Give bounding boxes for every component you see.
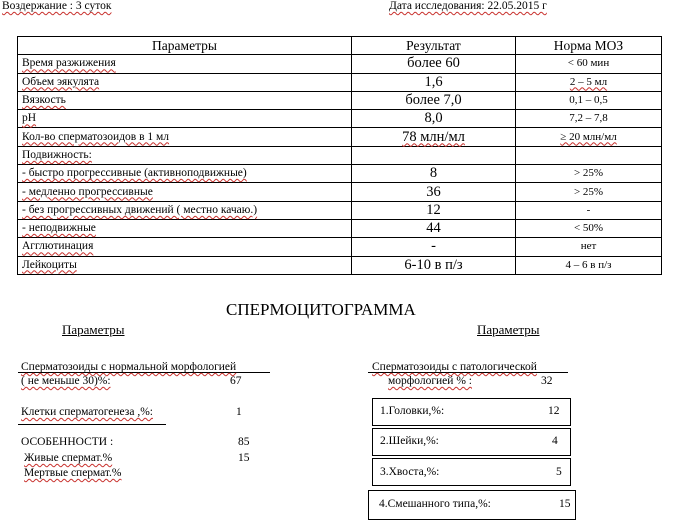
dead-sperm-label: Мертвые спермат.% <box>24 467 122 479</box>
row-norm: 4 – 6 в п/з <box>516 256 662 274</box>
pathology-value: 32 <box>541 375 553 387</box>
table-row <box>18 238 662 256</box>
row-param: рН <box>18 110 352 128</box>
normal-morphology-value: 67 <box>230 375 242 387</box>
header-norm: Норма МОЗ <box>516 37 662 55</box>
table-row <box>18 128 662 146</box>
normal-morphology-label: Сперматозоиды с нормальной морфологией <box>21 361 237 373</box>
row-result: 78 млн/мл <box>352 128 516 146</box>
mixed-label: 4.Смешанного типа,%: <box>379 498 491 510</box>
spermatogenesis-cells-label: Клетки сперматогенеза ,%: <box>21 406 153 418</box>
table-row <box>18 183 662 201</box>
alive-sperm-value: 15 <box>238 452 250 464</box>
mixed-value: 15 <box>559 498 571 510</box>
necks-label: 2.Шейки,%: <box>380 435 439 447</box>
row-norm: 0,1 – 0,5 <box>516 91 662 109</box>
right-params-header: Параметры <box>477 322 540 337</box>
row-norm: 7,2 – 7,8 <box>516 110 662 128</box>
row-result: 1,6 <box>352 73 516 91</box>
table-row <box>18 91 662 109</box>
row-param: Объем эякулята <box>18 73 352 91</box>
table-row <box>18 146 662 164</box>
table-header-row <box>18 37 662 55</box>
alive-sperm-label: Живые спермат.% <box>24 452 113 464</box>
features-value: 85 <box>238 436 250 448</box>
normal-morphology-norm: ( не меньше 30)%: <box>21 375 111 387</box>
abstinence-label: Воздержание : 3 суток <box>2 0 112 12</box>
semen-analysis-table <box>17 36 662 275</box>
row-result: - <box>352 238 516 256</box>
row-param: - медленно прогрессивные <box>18 183 352 201</box>
row-norm: нет <box>516 238 662 256</box>
necks-value: 4 <box>552 435 558 447</box>
row-norm: > 25% <box>516 165 662 183</box>
tails-label: 3.Хвоста,%: <box>380 466 440 478</box>
row-param: - без прогрессивных движений ( местно качаю.) <box>18 201 352 219</box>
row-param: - быстро прогрессивные (активноподвижные) <box>18 165 352 183</box>
row-norm: < 60 мин <box>516 55 662 73</box>
row-param: Кол-во сперматозоидов в 1 мл <box>18 128 352 146</box>
row-param: Время разжижения <box>18 55 352 73</box>
row-result <box>352 146 516 164</box>
row-norm <box>516 146 662 164</box>
row-param: Лейкоциты <box>18 256 352 274</box>
table-row <box>18 110 662 128</box>
table-row <box>18 165 662 183</box>
row-norm: ≥ 20 млн/мл <box>516 128 662 146</box>
row-result: 8 <box>352 165 516 183</box>
header-result: Результат <box>352 37 516 55</box>
table-row <box>18 256 662 274</box>
table-row <box>18 73 662 91</box>
row-result: 44 <box>352 219 516 237</box>
row-result: более 7,0 <box>352 91 516 109</box>
row-param: Агглютинация <box>18 238 352 256</box>
row-result: 6-10 в п/з <box>352 256 516 274</box>
row-result: 36 <box>352 183 516 201</box>
pathology-label-2: морфологией % : <box>388 375 472 387</box>
left-params-header: Параметры <box>62 322 125 337</box>
tails-value: 5 <box>556 466 562 478</box>
row-result: 8,0 <box>352 110 516 128</box>
row-norm: 2 – 5 мл <box>516 73 662 91</box>
row-result: 12 <box>352 201 516 219</box>
row-param: Вязкость <box>18 91 352 109</box>
spermatogenesis-underline <box>18 424 166 425</box>
table-row <box>18 201 662 219</box>
table-row <box>18 219 662 237</box>
spermocytogram-title: СПЕРМОЦИТОГРАММА <box>226 300 416 319</box>
table-row <box>18 55 662 73</box>
row-norm: < 50% <box>516 219 662 237</box>
heads-label: 1.Головки,%: <box>380 405 445 417</box>
row-param: - неподвижные <box>18 219 352 237</box>
row-norm: > 25% <box>516 183 662 201</box>
row-result: более 60 <box>352 55 516 73</box>
header-params: Параметры <box>18 37 352 55</box>
row-param: Подвижность: <box>18 146 352 164</box>
spermatogenesis-cells-value: 1 <box>236 406 242 418</box>
pathology-label: Сперматозоиды с патологической <box>372 361 537 373</box>
row-norm: - <box>516 201 662 219</box>
study-date-label: Дата исследования: 22.05.2015 г <box>389 0 547 12</box>
heads-value: 12 <box>548 405 560 417</box>
features-label: ОСОБЕННОСТИ : <box>21 436 114 448</box>
